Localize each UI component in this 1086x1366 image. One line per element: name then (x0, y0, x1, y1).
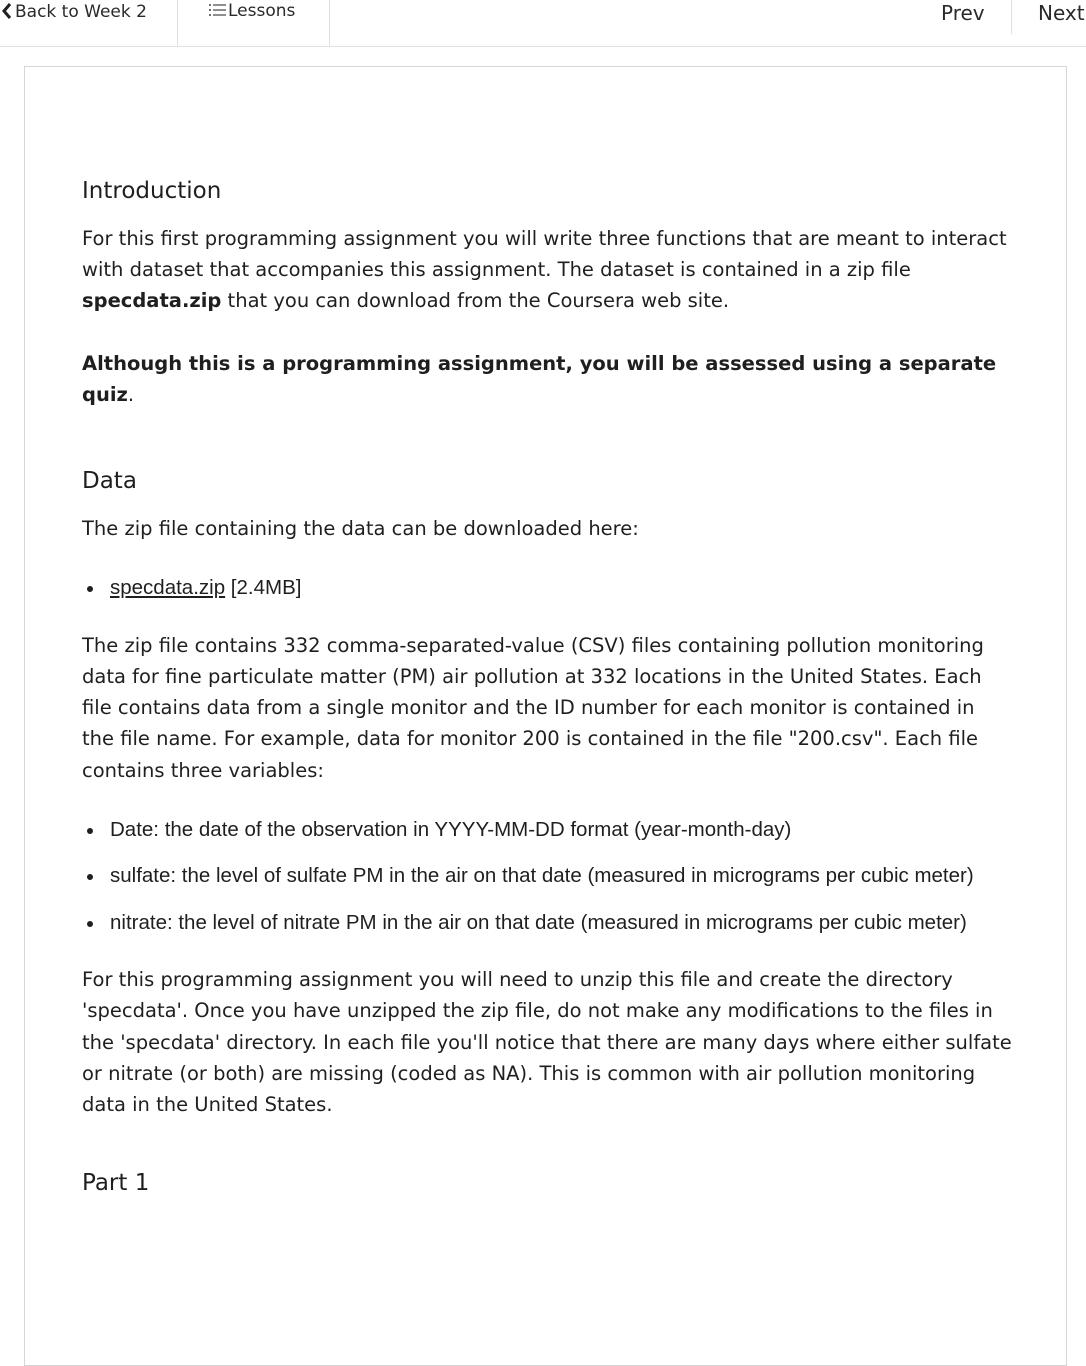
back-to-week-label: Back to Week 2 (15, 2, 147, 22)
intro-paragraph (82, 223, 1012, 317)
intro-zip-name: specdata.zip (82, 289, 222, 313)
list-item: Date: the date of the observation in YYYY-MM-DD format (year-month-day) (82, 814, 1012, 846)
prev-button[interactable]: Prev (920, 0, 1012, 34)
assessment-note (82, 348, 1012, 410)
chevron-left-icon (0, 2, 14, 20)
top-nav-bar (0, 0, 1086, 47)
back-to-week-button[interactable] (0, 0, 178, 46)
data-heading: Data (82, 468, 137, 495)
assessment-note-tail: . (127, 382, 135, 406)
assignment-content (82, 175, 1012, 1215)
next-button[interactable]: Next (1038, 1, 1085, 25)
list-item (82, 572, 1012, 604)
introduction-heading: Introduction (82, 178, 222, 204)
download-list (82, 572, 1012, 604)
part1-heading: Part 1 (82, 1170, 150, 1197)
intro-text-a: For this first programming assignment you will write three functions that are meant to interact with dataset that accompanies this assignment. The dataset is contained in a zip file (82, 227, 1007, 282)
specdata-download-link[interactable]: specdata.zip (110, 576, 226, 600)
list-item: nitrate: the level of nitrate PM in the air on that date (measured in micrograms per cubic meter) (82, 907, 1012, 939)
list-icon (208, 1, 228, 21)
lessons-label: Lessons (228, 1, 296, 21)
unzip-instructions: For this programming assignment you will need to unzip this file and create the directory 'specdata'. Once you have unzipped the zip file, do not make any modifications to the files in the 'specdata' directory. In each file you'll notice that there are many days where either sulfate or nitrate (or both) are missing (coded as NA). This is common with air pollution monitoring data in the United States. (82, 968, 1012, 1117)
intro-text-b: that you can download from the Coursera web site. (221, 289, 730, 313)
assessment-note-bold: Although this is a programming assignment, you will be assessed using a separate quiz (82, 351, 997, 406)
content-card (24, 66, 1067, 1366)
variables-list (82, 814, 1012, 939)
download-intro: The zip file containing the data can be downloaded here: (82, 517, 639, 541)
data-description: The zip file contains 332 comma-separated-value (CSV) files containing pollution monitoring data for fine particulate matter (PM) air pollution at 332 locations in the United States. Each file contains data from a single monitor and the ID number for each monitor is contained in the file name. For example, data for monitor 200 is contained in the file "200.csv". Each file contains three variables: (82, 633, 984, 782)
list-item: sulfate: the level of sulfate PM in the air on that date (measured in micrograms per cubic meter) (82, 860, 1012, 892)
download-size: [2.4MB] (225, 576, 302, 600)
lessons-button[interactable] (178, 0, 330, 46)
